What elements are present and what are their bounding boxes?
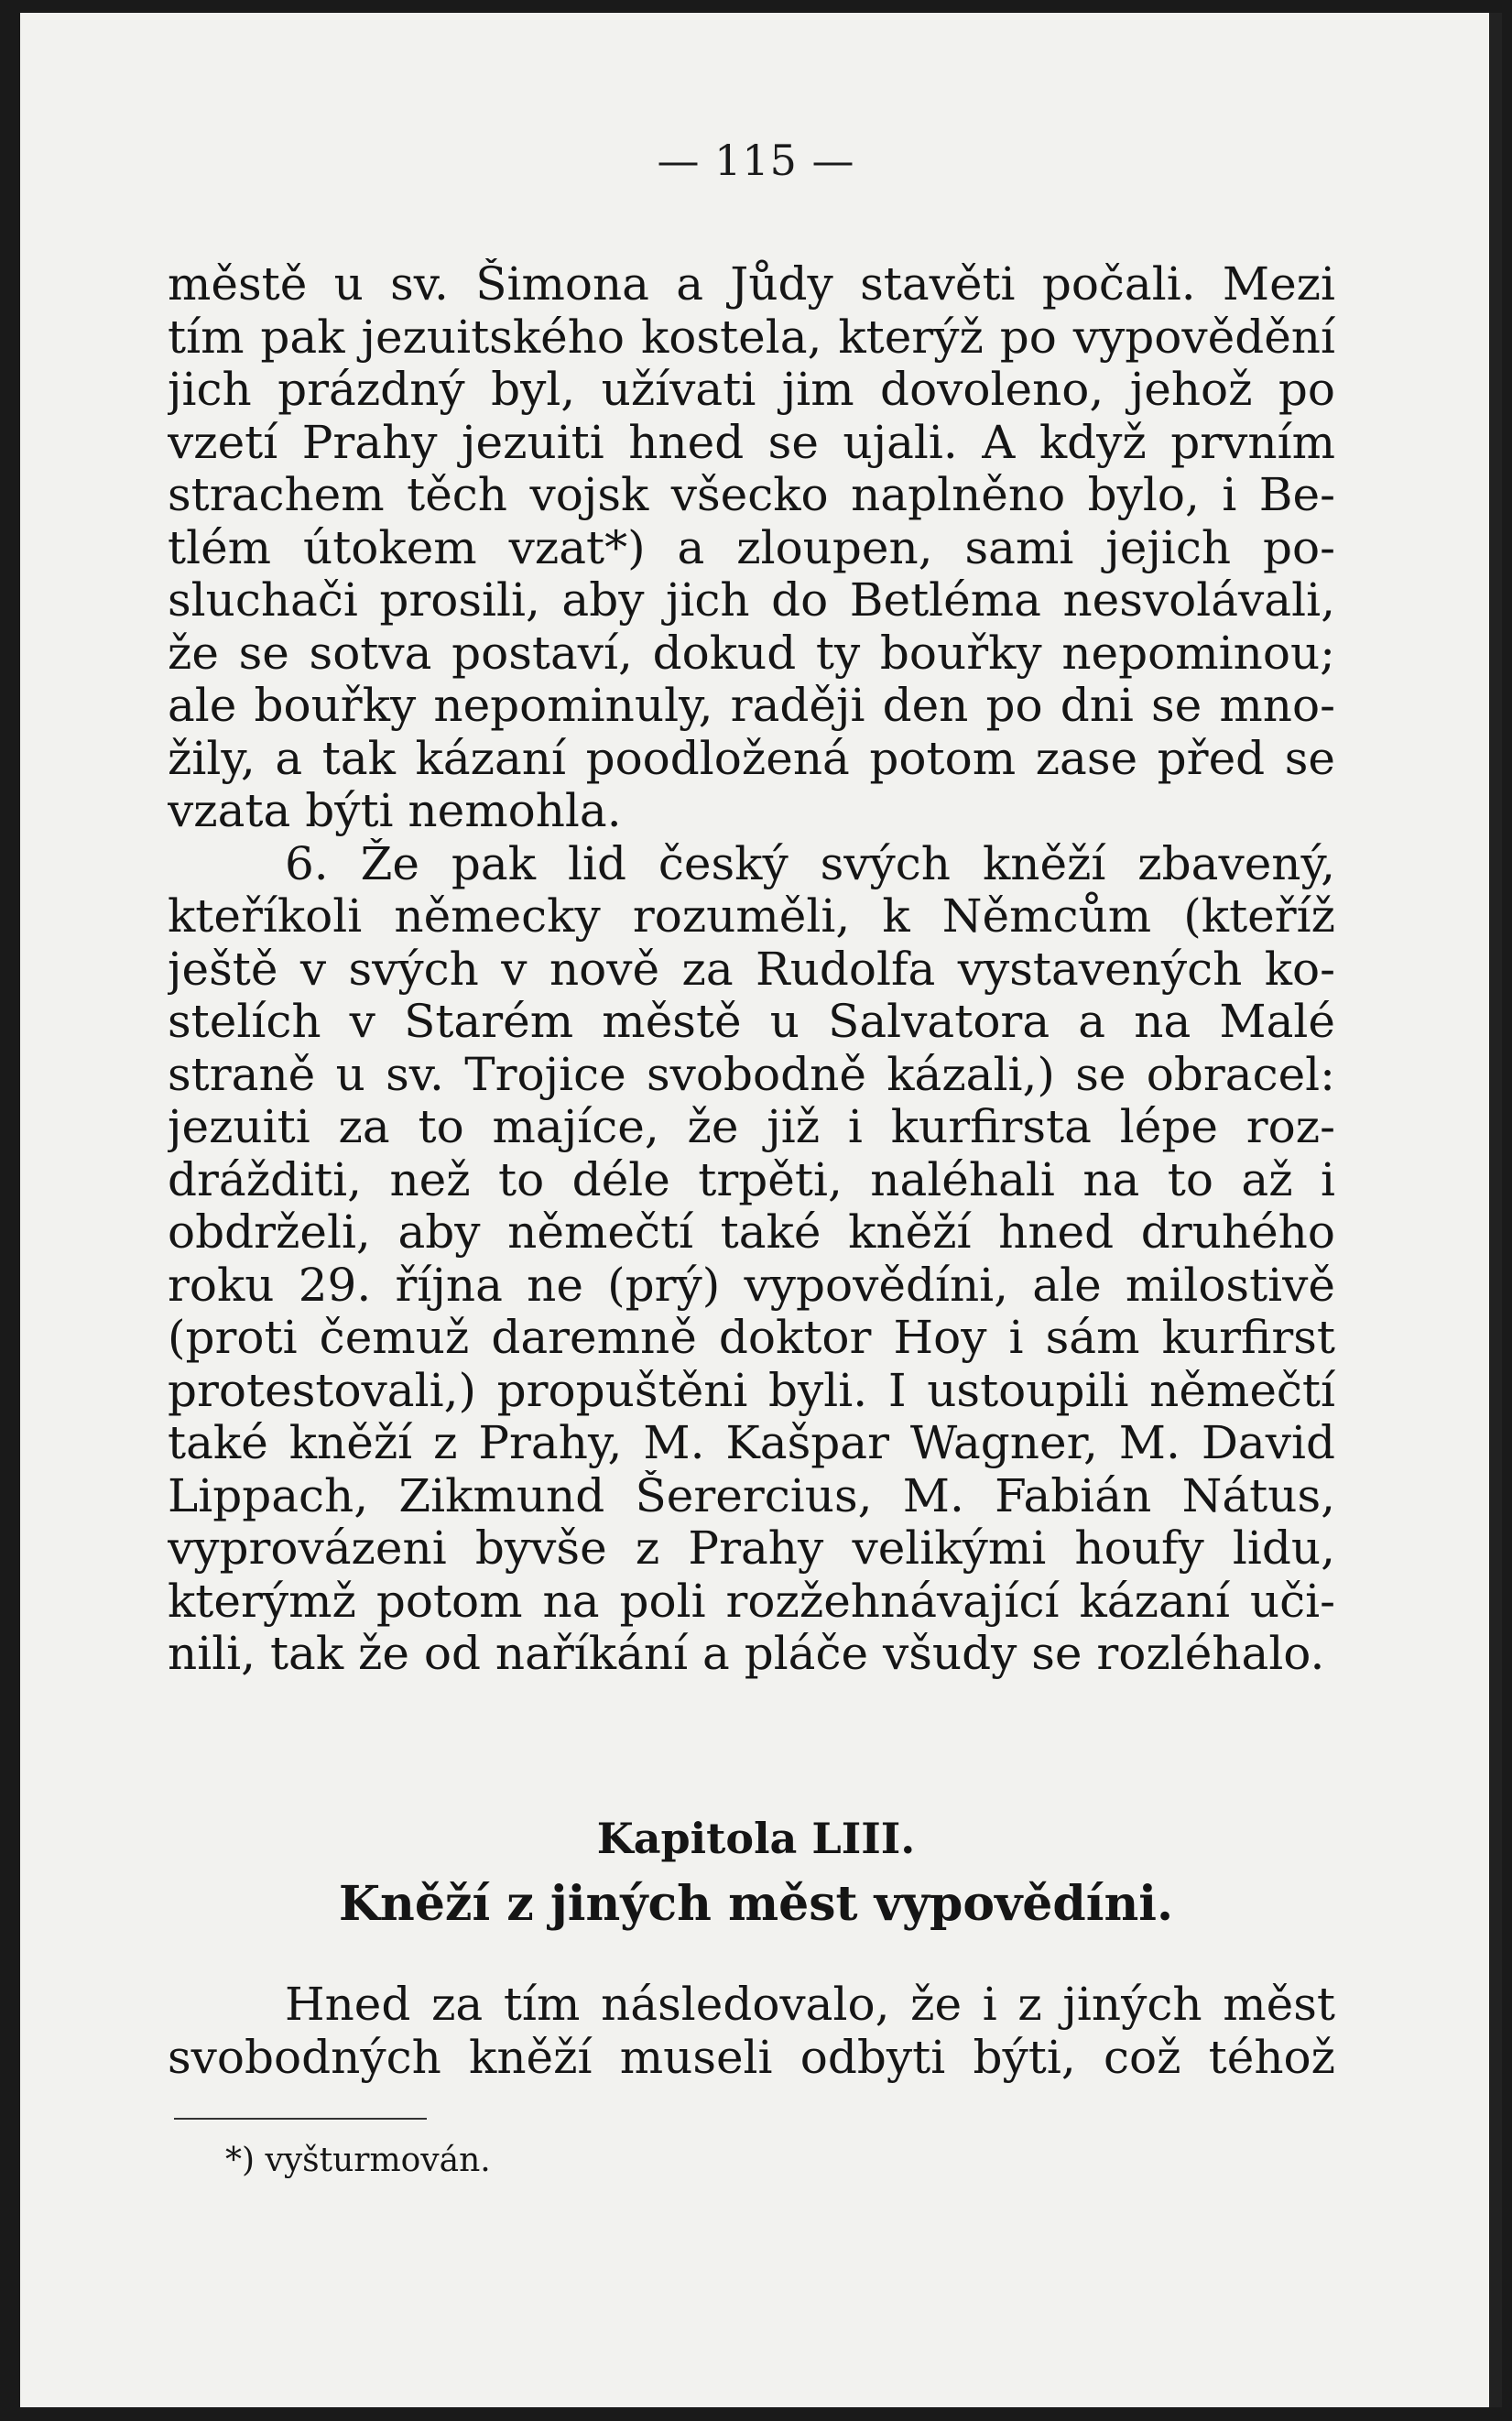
text-line: také kněží z Prahy, M. Kašpar Wagner, M. David [168,1417,1335,1469]
paragraph-continuation [168,258,1335,838]
text-line: roku 29. října ne (prý) vypovědíni, ale milostivě [168,1259,1335,1312]
text-line: (proti čemuž daremně doktor Hoy i sám kurfirst [168,1312,1335,1364]
text-line: 6. Že pak lid český svých kněží zbavený, [285,837,1335,890]
page-number: — 115 — [657,136,855,185]
text-line: protestovali,) propuštěni byli. I ustoupili němečtí [168,1364,1335,1417]
footnote: *) vyšturmován. [225,2142,491,2179]
chapter-text [168,1979,1335,2084]
text-line: nili, tak že od naříkání a pláče všudy se rozléhalo. [168,1628,1325,1680]
text-line: kterýmž potom na poli rozžehnávající kázaní uči- [168,1575,1335,1628]
chapter-title: Kněží z jiných měst vypovědíni. [338,1876,1174,1932]
text-line: žily, a tak kázaní poodložená potom zase před se [168,732,1335,785]
text-line: vzata býti nemohla. [168,785,622,837]
text-line: tlém útokem vzat*) a zloupen, sami jejich po- [168,521,1335,574]
text-line: svobodných kněží museli odbyti býti, což téhož [168,2031,1335,2084]
text-line: městě u sv. Šimona a Jůdy stavěti počali. Mezi [168,258,1335,311]
text-line: Lippach, Zikmund Šerercius, M. Fabián Nátus, [168,1469,1335,1522]
body-text [168,258,1335,1681]
text-line: ještě v svých v nově za Rudolfa vystavených ko- [168,943,1335,996]
text-line: sluchači prosili, aby jich do Betléma nesvolávali, [168,574,1335,627]
footnote-divider [174,2118,427,2120]
text-line: Hned za tím následovalo, že i z jiných měst [285,1979,1335,2031]
text-line: ale bouřky nepominuly, raději den po dni se mno- [168,680,1335,732]
chapter-number: Kapitola LIII. [596,1814,916,1863]
text-line: jezuiti za to majíce, že již i kurfirsta lépe roz- [168,1101,1335,1153]
text-line: kteříkoli německy rozuměli, k Němcům (kteříž [168,890,1335,943]
text-line: straně u sv. Trojice svobodně kázali,) se obracel: [168,1048,1335,1101]
text-line: tím pak jezuitského kostela, kterýž po vypovědění [168,311,1335,364]
text-line: strachem těch vojsk všecko naplněno bylo, i Be- [168,469,1335,521]
text-line: jich prázdný byl, užívati jim dovoleno, jehož po [168,364,1335,416]
text-line: že se sotva postaví, dokud ty bouřky nepominou; [168,627,1335,680]
text-line: obdrželi, aby němečtí také kněží hned druhého [168,1206,1335,1259]
text-line: vyprovázeni byvše z Prahy velikými houfy lidu, [168,1522,1335,1575]
text-line: drážditi, než to déle trpěti, naléhali na to až i [168,1153,1335,1206]
page-edge-shadow [1489,13,1502,2407]
paragraph-6 [168,838,1335,1681]
text-line: stelích v Starém městě u Salvatora a na Malé [168,996,1335,1048]
text-line: vzetí Prahy jezuiti hned se ujali. A když prvním [168,416,1335,469]
